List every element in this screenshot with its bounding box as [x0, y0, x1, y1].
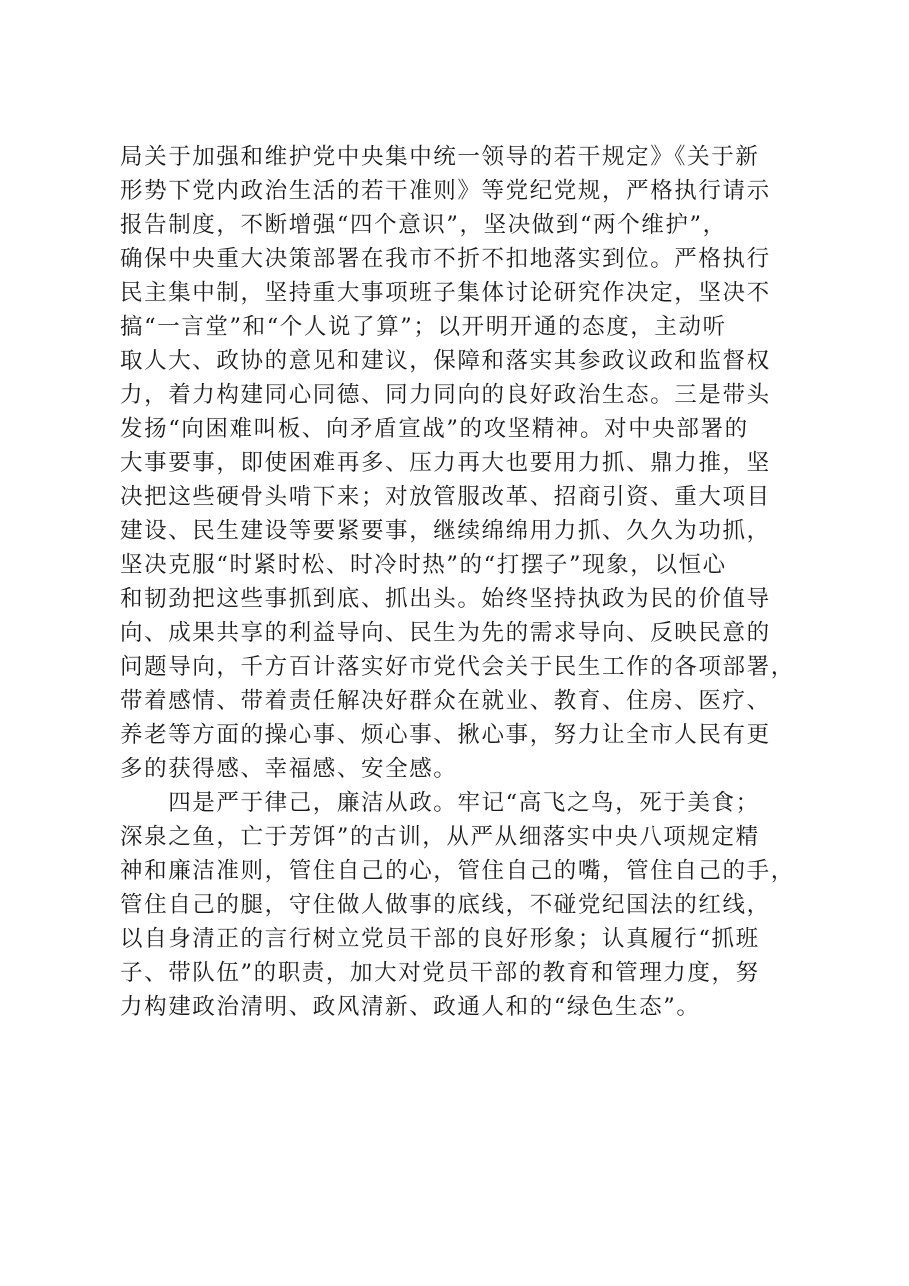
text-line: 报告制度，不断增强“四个意识”，坚决做到“两个维护”， [120, 212, 727, 238]
text-line: 民主集中制，坚持重大事项班子集体讨论研究作决定，坚决不 [120, 280, 771, 306]
text-line: 取人大、政协的意见和建议，保障和落实其参政议政和监督权 [120, 348, 771, 374]
text-line: 养老等方面的操心事、烦心事、揪心事，努力让全市人民有更 [120, 722, 771, 748]
text-line: 决把这些硬骨头啃下来；对放管服改革、招商引资、重大项目 [120, 484, 771, 510]
text-line: 向、成果共享的利益导向、民生为先的需求导向、反映民意的 [120, 620, 771, 646]
text-line: 管住自己的腿，守住做人做事的底线，不碰党纪国法的红线， [120, 892, 771, 918]
body-text [120, 140, 800, 1024]
text-line: 局关于加强和维护党中央集中统一领导的若干规定》《关于新 [120, 144, 760, 170]
text-line: 坚决克服“时紧时松、时冷时热”的“打摆子”现象，以恒心 [120, 552, 727, 578]
text-line: 建设、民生建设等要紧要事，继续绵绵用力抓、久久为功抓， [120, 518, 771, 544]
text-line: 多的获得感、幸福感、安全感。 [120, 756, 458, 782]
text-line: 大事要事，即使困难再多、压力再大也要用力抓、鼎力推，坚 [120, 450, 771, 476]
text-line: 形势下党内政治生活的若干准则》等党纪党规，严格执行请示 [120, 178, 771, 204]
text-line: 带着感情、带着责任解决好群众在就业、教育、住房、医疗、 [120, 688, 771, 714]
text-line: 搞“一言堂”和“个人说了算”；以开明开通的态度，主动听 [120, 314, 727, 340]
text-line: 发扬“向困难叫板、向矛盾宣战”的攻坚精神。对中央部署的 [120, 416, 749, 442]
text-line: 力，着力构建同心同德、同力同向的良好政治生态。三是带头 [120, 382, 771, 408]
text-line: 力构建政治清明、政风清新、政通人和的“绿色生态”。 [120, 994, 701, 1020]
text-line: 四是严于律己，廉洁从政。牢记“高飞之鸟，死于美食； [120, 790, 760, 816]
text-line: 和韧劲把这些事抓到底、抓出头。始终坚持执政为民的价值导 [120, 586, 771, 612]
text-line: 神和廉洁准则，管住自己的心，管住自己的嘴，管住自己的手， [120, 858, 795, 884]
text-line: 以自身清正的言行树立党员干部的良好形象；认真履行“抓班 [120, 926, 760, 952]
text-line: 子、带队伍”的职责，加大对党员干部的教育和管理力度，努 [120, 960, 760, 986]
text-line: 问题导向，千方百计落实好市党代会关于民生工作的各项部署， [120, 654, 795, 680]
text-line: 深泉之鱼，亡于芳饵”的古训，从严从细落实中央八项规定精 [120, 824, 760, 850]
text-line: 确保中央重大决策部署在我市不折不扣地落实到位。严格执行 [120, 246, 771, 272]
